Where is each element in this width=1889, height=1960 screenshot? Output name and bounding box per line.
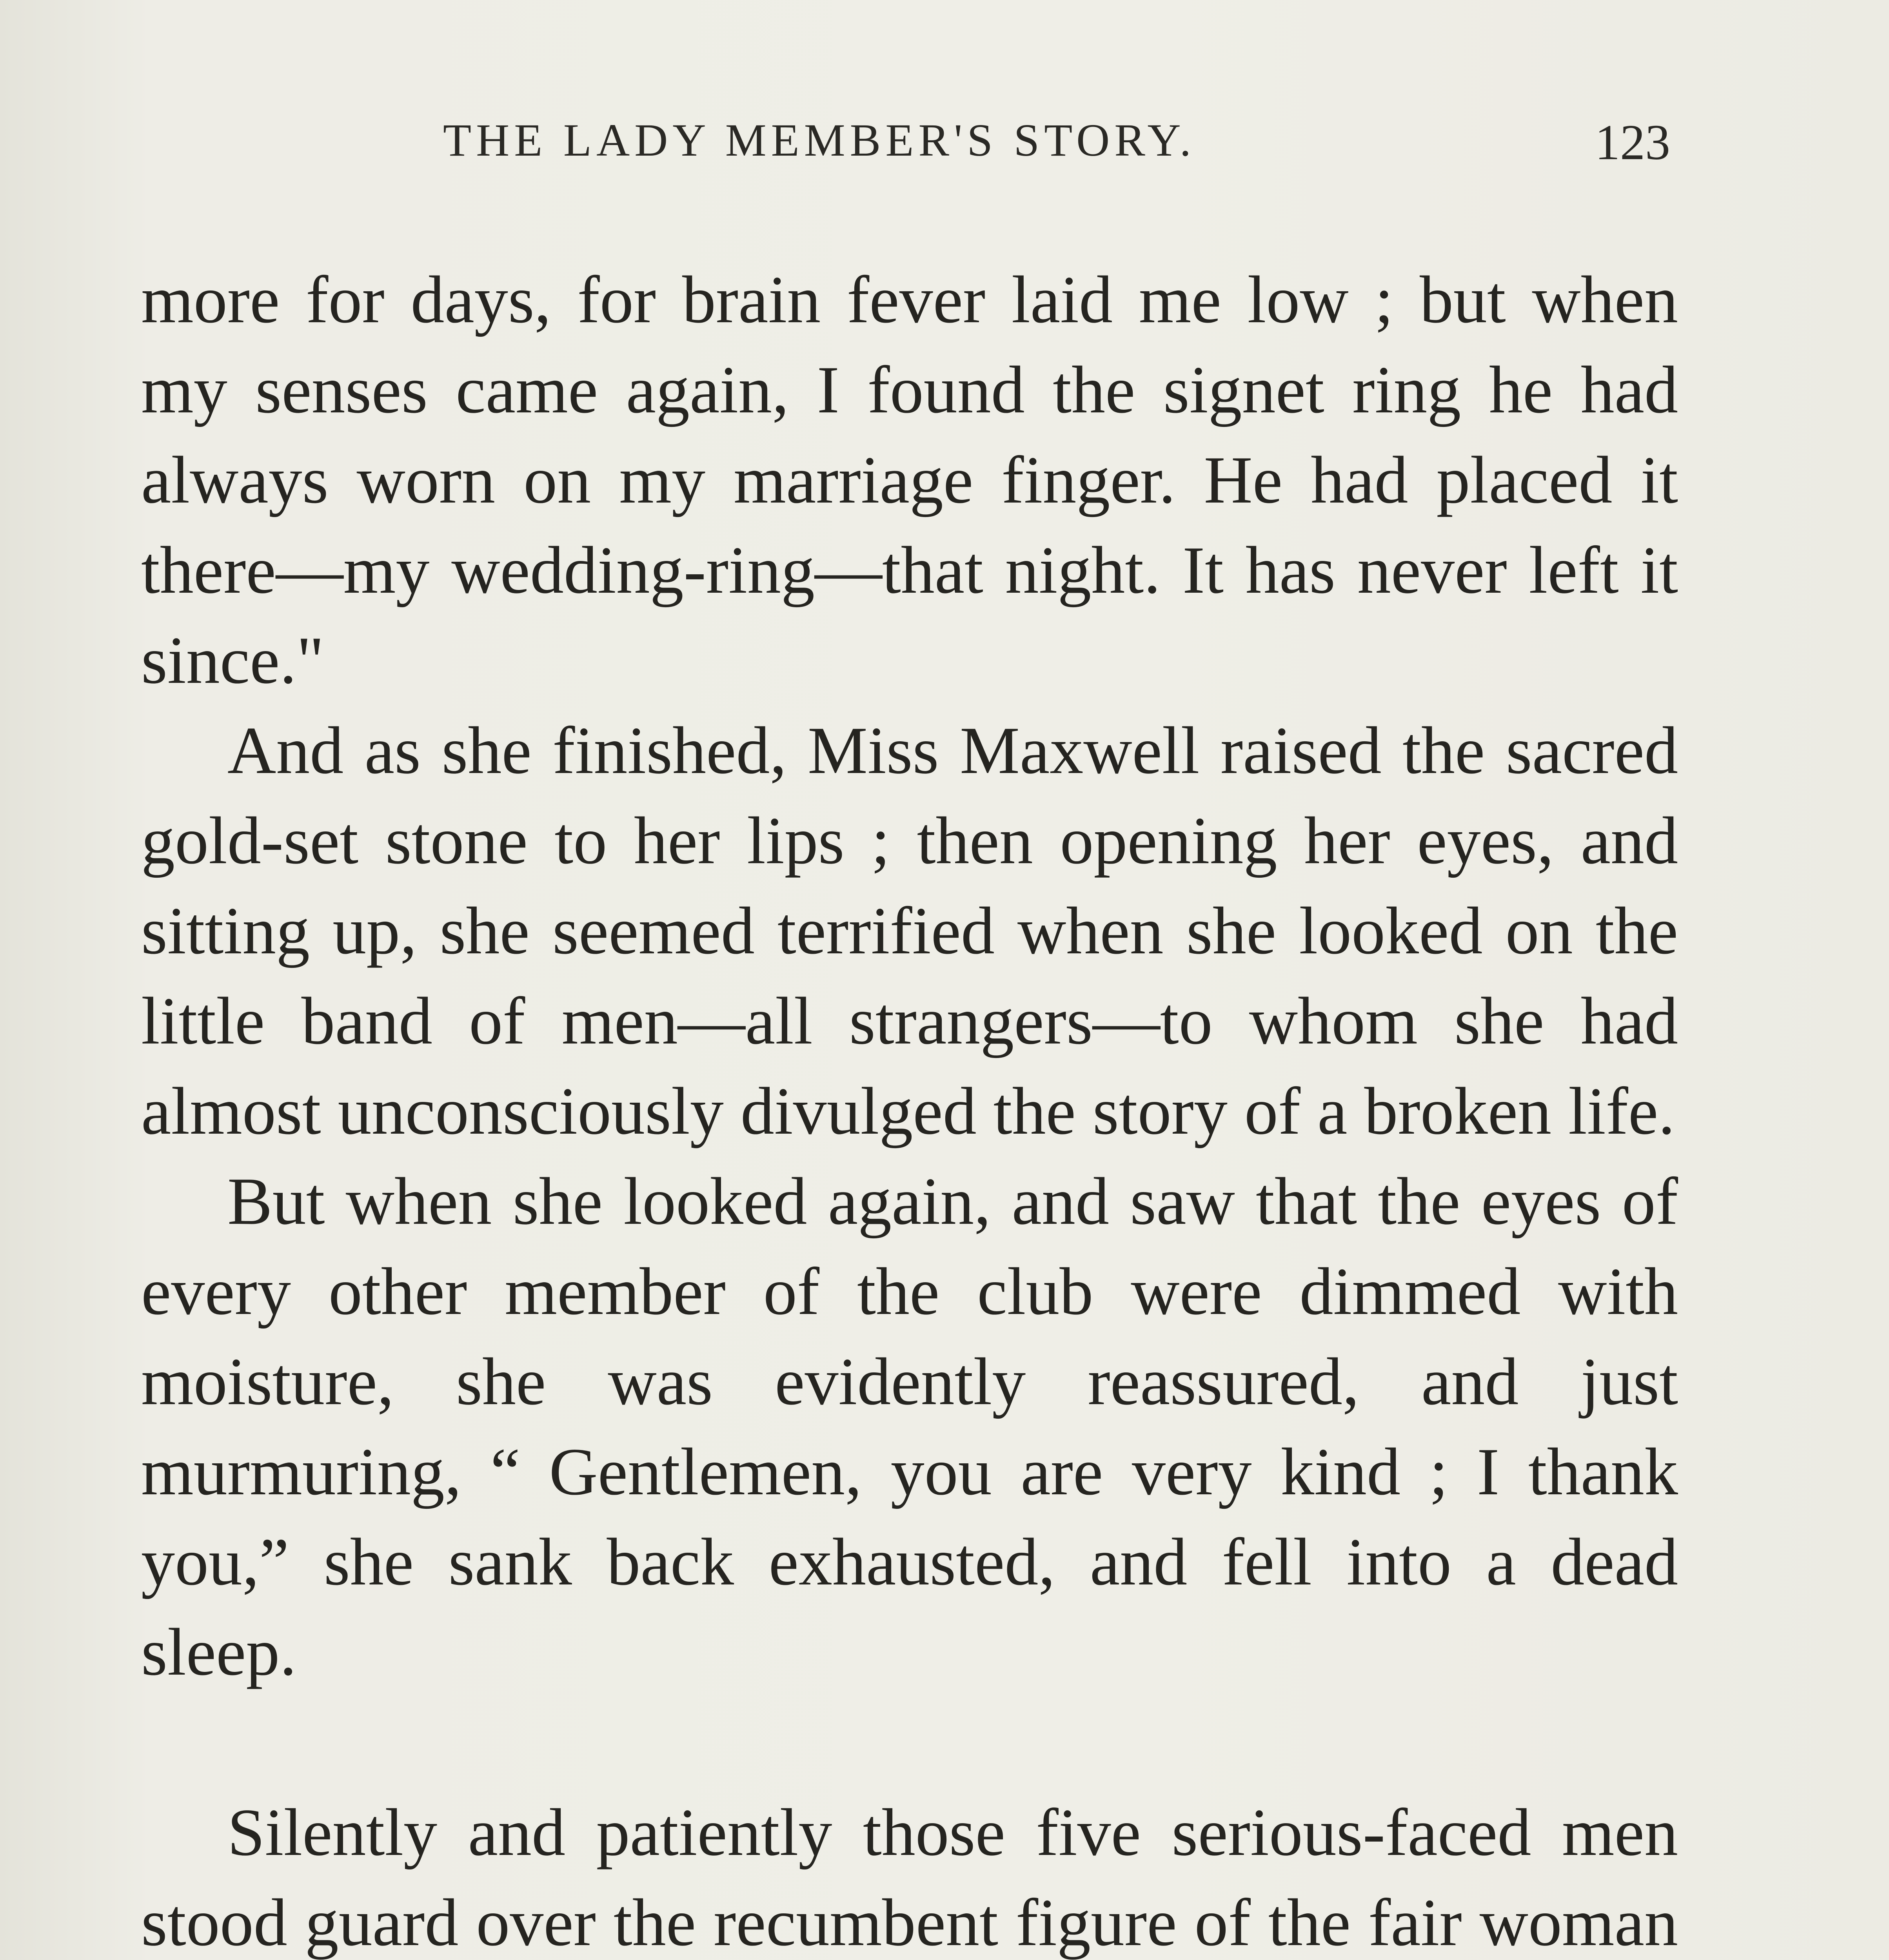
paragraph: And as she finished, Miss Maxwell raised the sacred gold-set stone to her lips ; then opening her eyes, and sitting up, she seemed terrified when she looked on the little band of men—all strangers—to whom she had almost unconsciously divulged the story of a broken life. xyxy=(141,713,1678,1149)
paragraph: But when she looked again, and saw that the eyes of every other member of the club were dimmed with moisture, she was evidently reassured, and just murmuring, “ Gentlemen, you are very kind ; I thank you,” she sank back exhausted, and fell into a dead sleep. xyxy=(141,1164,1678,1690)
paragraph-continued: more for days, for brain fever laid me low ; but when my senses came again, I found the signet ring he had always worn on my marriage finger. He had placed it there—my wedding-ring—that night. It has never left it since." xyxy=(141,263,1678,698)
running-title: THE LADY MEMBER'S STORY. xyxy=(443,114,1196,166)
page-header xyxy=(141,114,1670,192)
section-break xyxy=(141,1697,1678,1788)
body-text xyxy=(141,255,1678,1960)
paragraph: Silently and patiently those five serious-faced men stood guard over the recumbent figure of the fair woman xyxy=(141,1795,1678,1960)
page-number: 123 xyxy=(1595,114,1670,170)
